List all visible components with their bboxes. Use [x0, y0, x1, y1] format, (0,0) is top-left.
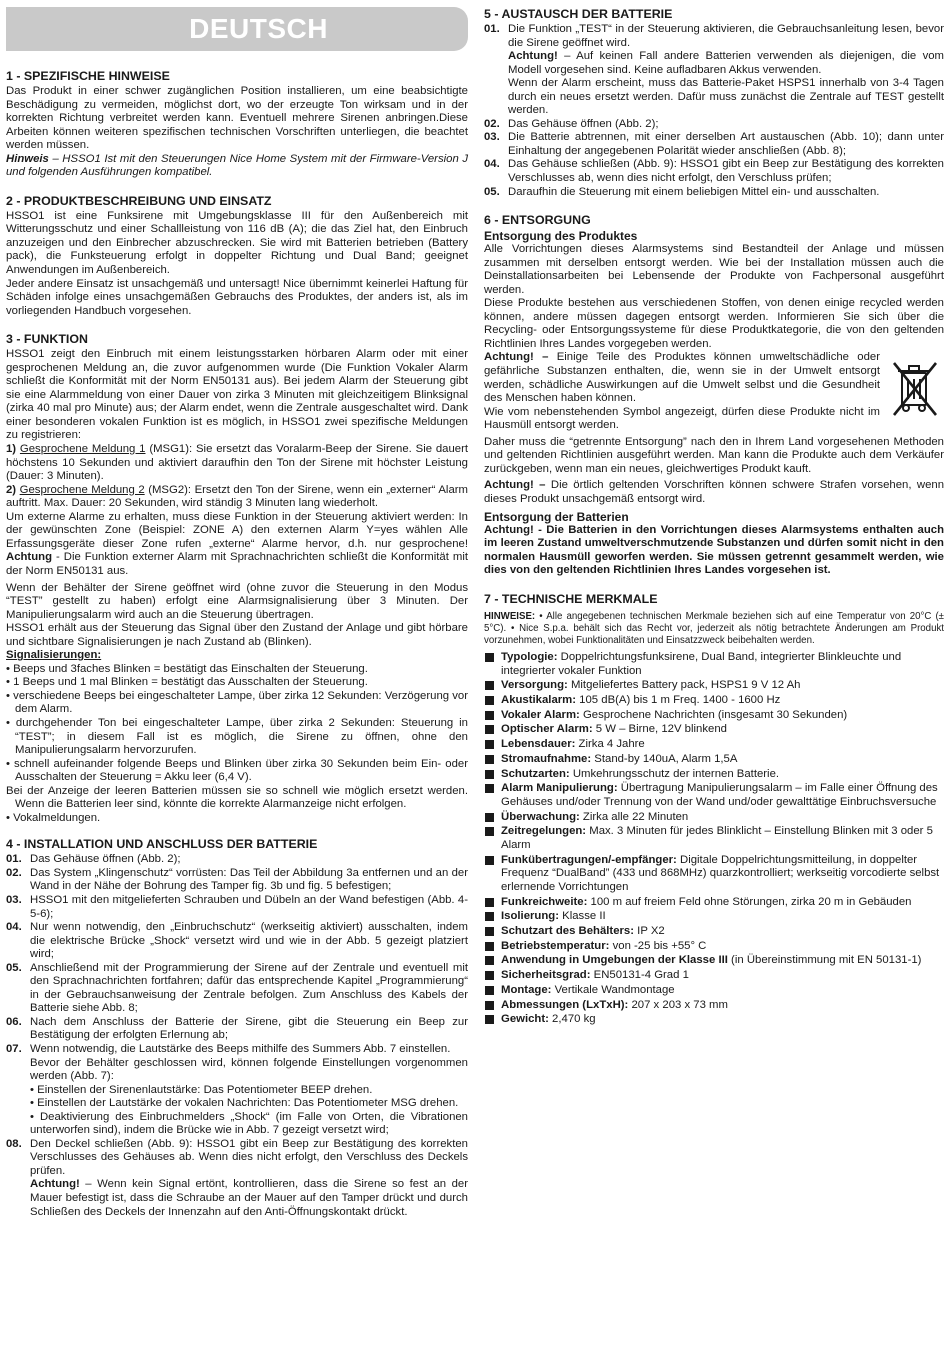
step-text: Daraufhin die Steuerung mit einem beliebigen Mittel ein- und ausschalten. [508, 185, 880, 198]
text: - Die Funktion externer Alarm mit Sprachnachrichten schließt die Konformität mit der Norm EN50131 aus. [6, 551, 468, 577]
step-text: Anschließend mit der Programmierung der Sirene auf der Zentrale und eventuell mit den Sprachnachrichten fortfahren; dafür das entsprechende Kapitel „Programmierung“ in der Gebrauchsanweisung der Zentrale befolgen. Zum Anschluss des Kabels der Batterie siehe Abb. 8; [30, 961, 468, 1015]
paragraph [6, 511, 468, 579]
step-bullet: • Deaktivierung des Einbruchmelders „Shock“ (im Falle von Orten, die Vibrationen unterworfen sind), indem die Brücke wie in Abb. 7 gezeigt versetzt wird; [30, 1110, 468, 1137]
spec-label: Versorgung: [501, 679, 568, 692]
paragraph: Wie vom nebenstehenden Symbol angezeigt, dürfen diese Produkte nicht im Hausmüll entsorgt werden. [484, 405, 880, 432]
list-item [6, 867, 468, 894]
message-name: Gesprochene Meldung 1 [19, 443, 146, 456]
spec-row [484, 1013, 944, 1027]
square-bullet-icon [485, 956, 494, 965]
square-bullet-icon [485, 784, 494, 793]
spec-value: 105 dB(A) bis 1 m Freq. 1400 - 1600 Hz [576, 693, 781, 706]
technical-note [484, 611, 944, 647]
message-number: 2) [6, 483, 17, 496]
spec-row [484, 825, 944, 852]
weee-symbol [886, 357, 944, 419]
step-number: 03. [6, 893, 22, 906]
spec-row [484, 723, 944, 737]
spec-value: Gesprochene Nachrichten (insgesamt 30 Sekunden) [579, 708, 848, 721]
square-bullet-icon [485, 696, 494, 705]
spec-row [484, 753, 944, 767]
message-text: (MSG2): Ersetzt den Ton der Sirene, wenn ein „externer“ Alarm auftritt. Max. Dauer: 20 Sekunden, wird ständig 3 Minuten lang wiederholt. [6, 483, 468, 510]
warning-text: Die örtlich geltenden Vorschriften können schwere Strafen vorsehen, wenn dieses Produkt unsachgemäß entsorgt wird. [484, 479, 945, 505]
note-text: • Alle angegebenen technischen Merkmale beziehen sich auf eine Temperatur von 20°C (± 5°C). • Nice S.p.a. behält sich das Recht vor, jederzeit als nötig betrachtete Änderungen am Produkt vorzunehmen, wobei Funktionalitäten und Einsatzzweck beibehalten werden. [484, 610, 944, 646]
warning-paragraph [484, 351, 944, 405]
note-text: – HSSO1 Ist mit den Steuerungen Nice Home System mit der Firmware-Version J und folgenden Ausführungen kompatibel. [6, 152, 468, 179]
spec-row [484, 738, 944, 752]
spec-value: EN50131-4 Grad 1 [590, 969, 689, 982]
step-number: 08. [6, 1137, 22, 1150]
step-number: 01. [6, 853, 22, 866]
message-text: (MSG1): Sie ersetzt das Voralarm-Beep der Sirene. Sie dauert höchstens 10 Sekunden und aktiviert daraufhin den Ton der Sirene mit höchster Leistung (Dauer: 3 Minuten). [6, 443, 469, 483]
spec-row [484, 999, 944, 1013]
note-paragraph [6, 153, 468, 180]
list-item [484, 118, 944, 132]
square-bullet-icon [485, 856, 494, 865]
spec-value: Zirka alle 22 Minuten [579, 810, 689, 823]
section-disposal [484, 213, 944, 578]
paragraph: HSSO1 erhält aus der Steuerung das Signal über den Zustand der Anlage und gibt hörbare und sichtbare Signalisierungen je nach Zustand ab (Blinken). [6, 622, 468, 648]
spec-value: 207 x 203 x 73 mm [628, 998, 728, 1011]
list-item [6, 921, 468, 962]
spec-label: Zeitregelungen: [501, 825, 587, 838]
spec-label: Schutzarten: [501, 767, 570, 780]
spec-label: Gewicht: [501, 1013, 549, 1026]
spec-label: Schutzart des Behälters: [501, 924, 635, 937]
section-title: 7 - TECHNISCHE MERKMALE [484, 591, 658, 606]
signals-list [6, 663, 468, 826]
spec-value: Mitgeliefertes Battery pack, HSPS1 9 V 12 Ah [567, 679, 801, 692]
square-bullet-icon [485, 912, 494, 921]
step-text: Nur wenn notwendig, den „Einbruchschutz“ (werkseitig aktiviert) ausschalten, indem die elektrische Brücke „Shock“ versetzt wird und wie in der Abb. 5 gezeigt platziert wird; [30, 921, 468, 961]
spec-label: Funkreichweite: [501, 895, 588, 908]
signals-title: Signalisierungen: [6, 649, 102, 662]
battery-warning: Achtung! - Die Batterien in den Vorrichtungen dieses Alarmsystems enthalten auch im leeren Zustand umweltverschmutzende Substanzen und dürfen somit nicht in den normalen Hausmüll geworfen werden. Sie müssen getrennt gesammelt werden, wie dies von den geltenden Richtlinien Ihres Landes vorgesehen ist. [484, 523, 944, 577]
list-item [6, 1043, 468, 1138]
square-bullet-icon [485, 740, 494, 749]
step-detail: Wenn der Alarm erscheint, muss das Batterie-Paket HSPS1 innerhalb von 3-4 Tagen durch ein neues ersetzt werden. Dafür muss zunächst die Zentrale auf TEST gestellt werden. [508, 77, 944, 117]
square-bullet-icon [485, 971, 494, 980]
list-item [484, 158, 944, 185]
square-bullet-icon [485, 681, 494, 690]
spec-value: Stand-by 140uA, Alarm 1,5A [591, 752, 738, 765]
spec-value: 100 m auf freiem Feld ohne Störungen, zirka 20 m in Gebäuden [587, 895, 912, 908]
section-title: 5 - AUSTAUSCH DER BATTERIE [484, 7, 673, 21]
spec-label: Überwachung: [501, 810, 580, 823]
list-item: Bei der Anzeige der leeren Batterien müssen sie so schnell wie möglich ersetzt werden. Wenn die Batterien leer sind, könnte die korrekte Alarmanzeige nicht erfolgen. [6, 784, 468, 811]
warning-label: Achtung [6, 551, 52, 564]
list-item: • Beeps und 3faches Blinken = bestätigt das Einschalten der Steuerung. [6, 662, 368, 675]
step-number: 02. [484, 117, 500, 130]
spec-label: Akustikalarm: [501, 693, 577, 706]
spec-value: IP X2 [634, 924, 665, 937]
step-number: 05. [484, 185, 500, 198]
square-bullet-icon [485, 942, 494, 951]
list-item: • verschiedene Beeps bei eingeschalteter Lampe, über zirka 12 Sekunden: Verzögerung vor dem Alarm. [6, 689, 468, 716]
list-item: • Vokalmeldungen. [6, 811, 101, 824]
language-title: DEUTSCH [189, 13, 328, 44]
step-number: 01. [484, 23, 500, 35]
spec-row [484, 984, 944, 998]
square-bullet-icon [485, 725, 494, 734]
warning-label: Achtung! – [484, 479, 546, 492]
step-text: Das Gehäuse öffnen (Abb. 2); [30, 853, 181, 866]
crossed-out-wheelie-bin-icon [886, 357, 944, 419]
step-text: Das Gehäuse öffnen (Abb. 2); [508, 117, 659, 130]
spec-value: Zirka 4 Jahre [575, 738, 645, 751]
spec-value: Umkehrungsschutz der internen Batterie. [569, 767, 780, 780]
step-number: 06. [6, 1015, 22, 1028]
installation-steps [6, 853, 468, 1219]
spec-value: von -25 bis +55° C [609, 939, 707, 952]
section-technical-data [484, 592, 944, 1027]
paragraph: Wenn der Behälter der Sirene geöffnet wird (ohne zuvor die Steuerung in den Modus “TEST” gestellt zu haben) erfolgt eine Alarmsignalisierung über 3 Minuten. Der Manipulierungsalarm wird auch an die Steuerung übertragen. [6, 581, 468, 621]
spec-label: Montage: [501, 983, 552, 996]
list-item: • durchgehender Ton bei eingeschalteter Lampe, über zirka 2 Sekunden: Steuerung in “TEST”; in diesem Fall ist es möglich, die Sirene zu öffnen, ohne den Manipulierungsalarm hervorzurufen. [6, 716, 468, 757]
right-column [484, 0, 944, 1034]
list-item [484, 131, 944, 158]
square-bullet-icon [485, 1001, 494, 1010]
step-number: 04. [6, 921, 22, 934]
spec-label: Abmessungen (LxTxH): [501, 998, 629, 1011]
section-title: 2 - PRODUKTBESCHREIBUNG UND EINSATZ [6, 193, 272, 208]
spec-value: Digitale Doppelrichtungsmitteilung, in doppelter Frequenz “DualBand” (433 und 868MHz) quarzkontrolliert; werkseitig vorcodierte selbst erlernende Vorrichtungen [501, 853, 940, 893]
list-item [6, 962, 468, 1016]
left-column [6, 0, 468, 1226]
square-bullet-icon [485, 770, 494, 779]
square-bullet-icon [485, 653, 494, 662]
section-title: 1 - SPEZIFISCHE HINWEISE [6, 69, 170, 83]
warning-label: Achtung! [30, 1178, 80, 1191]
step-bullet: • Einstellen der Lautstärke der vokalen Nachrichten: Das Potentiometer MSG drehen. [30, 1097, 459, 1110]
warning-label: Achtung! [508, 50, 558, 63]
section-function [6, 332, 468, 825]
spec-label: Typologie: [501, 650, 558, 663]
spec-row [484, 940, 944, 954]
list-item [6, 1138, 468, 1219]
spec-label: Funkübertragungen/-empfänger: [501, 853, 677, 866]
paragraph: Diese Produkte bestehen aus verschiedenen Stoffen, von denen einige recycled werden können, andere müssen dagegen entsorgt werden. Informieren Sie sich über die Recycling- oder Entsorgungssysteme für diese Produktkategorie, die von den geltenden Richtlinien Ihres Landes vorgegeben werden. [484, 297, 944, 350]
step-number: 07. [6, 1043, 22, 1055]
section-title: 6 - ENTSORGUNG [484, 213, 591, 228]
section-battery-replacement [484, 7, 944, 199]
spec-row [484, 651, 944, 678]
subsection-title: Entsorgung der Batterien [484, 509, 629, 524]
section-specific-notes [6, 69, 468, 180]
paragraph: Alle Vorrichtungen dieses Alarmsystems sind Bestandteil der Anlage und müssen zusammen mit derselben entsorgt werden. Wie bei der Installation müssen auch die Deinstallationsarbeiten bei Lebensende der Produkte von Fachpersonal ausgeführt werden. [484, 243, 944, 296]
step-text: HSSO1 mit den mitgelieferten Schrauben und Dübeln an der Wand befestigen (Abb. 4-5-6); [30, 893, 468, 920]
step-text: Das System „Klingenschutz“ vorrüsten: Das Teil der Abbildung 3a entfernen und an der Wand in der Nähe der Bohrung des Tamper fig. 3b und fig. 5 befestigen; [30, 866, 468, 893]
step-bullet: • Einstellen der Sirenenlautstärke: Das Potentiometer BEEP drehen. [30, 1083, 373, 1096]
step-text: Nach dem Anschluss der Batterie der Sirene, gibt die Steuerung ein Beep zur Bestätigung der erfolgten Erlernung ab; [30, 1015, 468, 1042]
spec-row [484, 679, 944, 693]
note-label: HINWEISE: [484, 610, 536, 622]
spec-row [484, 694, 944, 708]
message-1 [6, 443, 468, 484]
list-item [6, 894, 468, 921]
message-number: 1) [6, 443, 17, 456]
paragraph: Jeder andere Einsatz ist unsachgemäß und untersagt! Nice übernimmt keinerlei Haftung für Schäden infolge eines unsachgemäßen Gebrauchs des Produktes, der anders ist, als im vorliegenden Handbuch vorgesehen. [6, 277, 468, 317]
warning-text: – Auf keinen Fall andere Batterien verwenden als diejenigen, die vom Modell vorgesehen sind. Keine aufladbaren Akkus verwenden. [508, 50, 944, 76]
square-bullet-icon [485, 813, 494, 822]
section-product-description [6, 194, 468, 318]
step-warning [508, 50, 944, 77]
specification-list [484, 651, 944, 1027]
spec-label: Vokaler Alarm: [501, 708, 580, 721]
spec-row [484, 954, 944, 968]
warning-text: Einige Teile des Produktes können umweltschädliche oder gefährliche Substanzen enthalten, die, wenn sie in der Umwelt entsorgt werden, schädliche Auswirkungen auf die Umwelt selbst und die Gesundheit des Menschen haben können. [484, 351, 880, 405]
step-number: 05. [6, 961, 22, 974]
list-item [484, 23, 944, 118]
list-item [6, 1016, 468, 1043]
text: Um externe Alarme zu erhalten, muss diese Funktion in der Steuerung aktiviert werden: In der gewünschten Zone (Beispiel: ZONE A) den externen Alarm Y=yes wählen Alle Erfassungsgeräte dieser Zone rufen „externe“ Alarme hervor, d.h. nur gesprochene! [6, 510, 468, 550]
message-2 [6, 484, 468, 511]
spec-value: Max. 3 Minuten für jedes Blinklicht – Einstellung Blinken mit 3 oder 5 Alarm [501, 825, 933, 851]
message-name: Gesprochene Meldung 2 [19, 483, 145, 496]
step-detail: Bevor der Behälter geschlossen wird, können folgende Einstellungen vorgenommen werden (Abb. 7): [30, 1056, 468, 1083]
subsection-title: Entsorgung des Produktes [484, 229, 638, 244]
replacement-steps [484, 23, 944, 199]
list-item [6, 853, 468, 867]
spec-value: (in Übereinstimmung mit EN 50131-1) [727, 954, 922, 967]
spec-value: Doppelrichtungsfunksirene, Dual Band, integrierter Blinkleuchte und integrierter vokaler Funktion [501, 650, 902, 677]
spec-row [484, 925, 944, 939]
note-label: Hinweis [6, 152, 49, 165]
spec-row [484, 854, 944, 895]
section-installation [6, 837, 468, 1219]
square-bullet-icon [485, 986, 494, 995]
spec-label: Isolierung: [501, 910, 559, 923]
warning-paragraph [484, 479, 944, 506]
spec-row [484, 896, 944, 910]
square-bullet-icon [485, 927, 494, 936]
step-number: 03. [484, 131, 500, 144]
square-bullet-icon [485, 1015, 494, 1024]
spec-label: Betriebstemperatur: [501, 939, 610, 952]
spec-value: 2,470 kg [548, 1013, 596, 1026]
step-text: Die Batterie abtrennen, mit einer derselben Art austauschen (Abb. 10); dann unter Einhaltung der angegebenen Polarität wieder anschließen (Abb. 8); [508, 131, 944, 157]
paragraph: Daher muss die “getrennte Entsorgung” nach den in Ihrem Land vorgesehenen Methoden und geltenden Richtlinien ausgeführt werden. Man kann die Produkte auch dem Verkäufer zurückgeben, wenn man ein neues, gleichwertiges Produkt kauft. [484, 435, 944, 475]
spec-label: Alarm Manipulierung: [501, 782, 618, 795]
warning-label: Achtung! – [484, 351, 549, 364]
list-item: • 1 Beeps und 1 mal Blinken = bestätigt das Ausschalten der Steuerung. [6, 676, 368, 689]
spec-row [484, 768, 944, 782]
paragraph: Das Produkt in einer schwer zugänglichen Position installieren, um eine beabsichtigte Beschädigung zu vermeiden, möglichst dort, wo der erzeugte Ton wirksam und in der korrekten Richtung verbreitet werden kann. Eventuell mehrere Sirenen anbringen.Diese Arbeiten können weiteren spezifischen technischen Vorschriften unterliegen, die beachtet werden müssen. [6, 85, 468, 152]
spec-row [484, 910, 944, 924]
square-bullet-icon [485, 898, 494, 907]
list-item [484, 186, 944, 200]
spec-value: 5 W – Birne, 12V blinkend [592, 723, 727, 736]
square-bullet-icon [485, 711, 494, 720]
spec-value: Vertikale Wandmontage [551, 983, 675, 996]
warning-text: – Wenn kein Signal ertönt, kontrollieren, dass die Sirene so fest an der Mauer befestigt ist, dass die Schraube an der Mauer auf den Tamper drückt und durch Schließen des Deckels der Innenzahn auf den Anti-Öffnungskontakt drückt. [30, 1178, 468, 1218]
spec-label: Optischer Alarm: [501, 723, 593, 736]
spec-label: Sicherheitsgrad: [501, 969, 591, 982]
step-number: 04. [484, 158, 500, 171]
spec-value: Übertragung Manipulierungsalarm – im Falle einer Öffnung des Gehäuses und/oder Trennung von der Wand und/oder gewalttätige Einbruchsversuche [501, 782, 938, 808]
step-text: Wenn notwendig, die Lautstärke des Beeps mithilfe des Summers Abb. 7 einstellen. [30, 1043, 451, 1055]
spec-value: Klasse II [558, 910, 606, 923]
spec-row [484, 782, 944, 809]
spec-label: Lebensdauer: [501, 738, 576, 751]
paragraph: HSSO1 ist eine Funksirene mit Umgebungsklasse III für den Außenbereich mit Witterungsschutz und einer Schallleistung von 116 dB (A); die das Ziel hat, den Einbruch anzuzeigen und den Einbrecher abzuschrecken. Sie wird mit Batterien betrieben (Battery pack), die Funksteuerung erfolgt in doppelter Richtung und Dual Band; geeignet Anwendungen im Außenbereich. [6, 209, 468, 277]
spec-row [484, 811, 944, 825]
list-item: • schnell aufeinander folgende Beeps und Blinken über zirka 30 Sekunden beim Ein- oder Ausschalten der Steuerung = Akku leer (6,4 V). [6, 757, 468, 784]
step-text: Die Funktion „TEST“ in der Steuerung aktivieren, die Gebrauchsanleitung lesen, bevor die Sirene geöffnet wird. [508, 23, 944, 49]
language-banner [6, 7, 468, 51]
section-title: 3 - FUNKTION [6, 332, 88, 347]
spec-label: Anwendung in Umgebungen der Klasse III [501, 954, 728, 967]
step-warning [30, 1178, 468, 1219]
step-number: 02. [6, 866, 22, 879]
paragraph: HSSO1 zeigt den Einbruch mit einem leistungsstarken hörbaren Alarm oder mit einer gesprochenen Meldung an, die zuvor aufgenommen wurde (Die Funktion Vokaler Alarm schließt die Konformität mit der Norm EN50131 aus). Bei jedem Alarm der Steuerung gibt sie eine Alarmmeldung von einer Dauer von zirka 3 Minuten mit gleichzeitigem Blinksignal (zirka 40 mal pro Minute) aus; der Alarm endet, wenn die Zentrale ausgeschaltet wird. Dank einer besonderen vokalen Funktion ist es möglich, in HSSO1 zwei spezifische Meldungen zu registrieren: [6, 348, 468, 442]
step-text: Das Gehäuse schließen (Abb. 9): HSSO1 gibt ein Beep zur Bestätigung des korrekten Verschlusses ab, wenn dies nicht erfolgt, den Verschluss prüfen; [508, 158, 944, 185]
square-bullet-icon [485, 755, 494, 764]
square-bullet-icon [485, 827, 494, 836]
spec-row [484, 969, 944, 983]
step-text: Den Deckel schließen (Abb. 9): HSSO1 gibt ein Beep zur Bestätigung des korrekten Verschlusses des Gehäuses ab. Wenn dies nicht erfolgt, den Verschluss des Deckels prüfen. [30, 1137, 468, 1177]
spec-row [484, 709, 944, 723]
section-title: 4 - INSTALLATION UND ANSCHLUSS DER BATTERIE [6, 837, 318, 852]
spec-label: Stromaufnahme: [501, 752, 592, 765]
